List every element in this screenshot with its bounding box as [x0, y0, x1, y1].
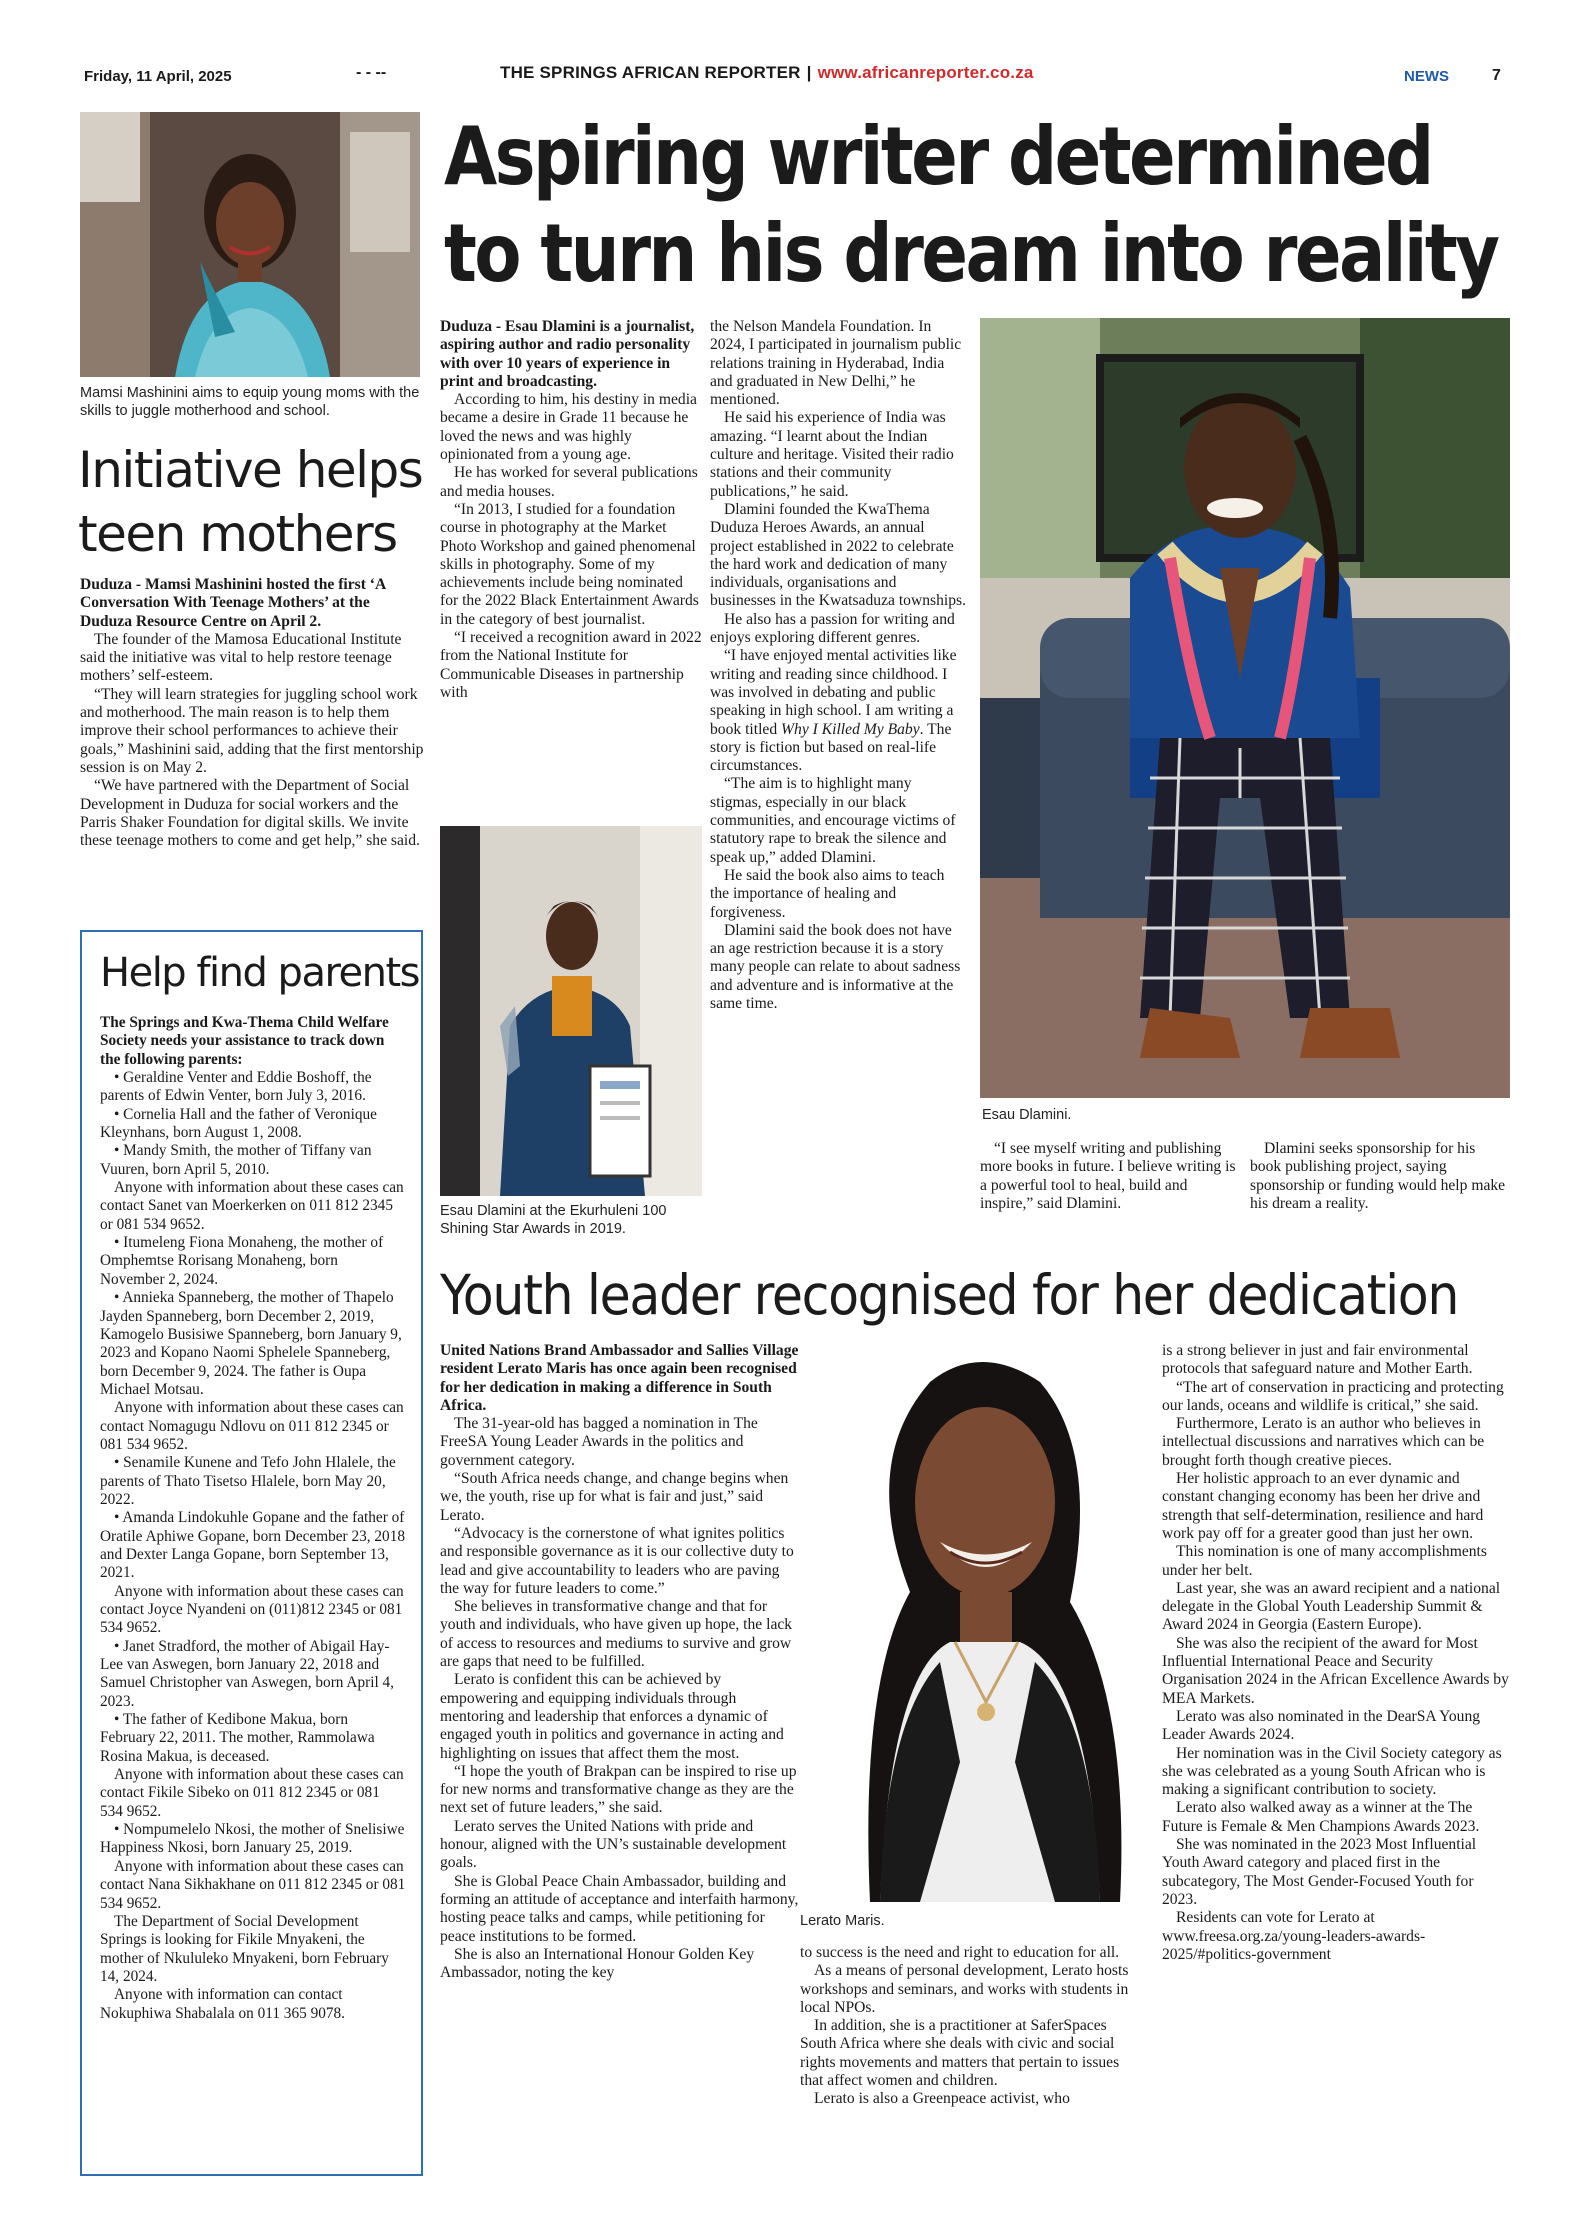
youth-paragraph: She was also the recipient of the award for Most Influential International Peace and Security Organisation 2024 in the African Excellence Awards by MEA Markets.	[1162, 1634, 1509, 1707]
youth-paragraph: The 31-year-old has bagged a nomination in The FreeSA Young Leader Awards in the politics and government category.	[440, 1415, 758, 1469]
help-list	[100, 1014, 406, 2023]
youth-paragraph: Lerato also walked away as a winner at the The Future is Female & Men Champions Awards 2023.	[1162, 1799, 1480, 1835]
initiative-headline: Initiative helps teen mothers	[78, 441, 423, 563]
missing-parent-item: • Geraldine Venter and Eddie Boshoff, the parents of Edwin Venter, born July 3, 2016.	[100, 1069, 372, 1105]
paper-url-link[interactable]: www.africanreporter.co.za	[817, 63, 1034, 82]
missing-parent-item: • Senamile Kunene and Tefo John Hlalele, the parents of Thato Tisetso Hlalele, born May 20, 2022.	[100, 1454, 396, 1508]
masthead	[500, 63, 1034, 83]
contact-info: Anyone with information about these cases can contact Nana Sikhakhane on 011 812 2345 or 081 534 9652.	[100, 1857, 406, 1912]
writer-headline-line-2: to turn his dream into reality	[444, 207, 1498, 300]
lerato-photo-caption: Lerato Maris.	[800, 1913, 885, 1929]
youth-paragraph: “South Africa needs change, and change begins when we, the youth, rise up for what is fair and just,” said Lerato.	[440, 1470, 789, 1524]
youth-paragraph: “Advocacy is the cornerstone of what ignites politics and responsible governance as it is our collective duty to lead and give accountability to leaders who are paving the way for future leaders to come.”	[440, 1524, 794, 1597]
issue-date: Friday, 11 April, 2025	[84, 68, 232, 85]
writer-column-4	[1250, 1140, 1510, 1213]
contact-info: Anyone with information about these cases can contact Joyce Nyandeni on (011)812 2345 or 081 534 9652.	[100, 1582, 404, 1637]
missing-parent-item: • Itumeleng Fiona Monaheng, the mother of Omphemtse Rorisang Monaheng, born November 2, 2024.	[100, 1234, 384, 1288]
esau-portrait-photo	[980, 318, 1510, 1098]
lerato-maris-photo	[800, 1342, 1144, 1902]
writer-paragraph: “The aim is to highlight many stigmas, especially in our black communities, and encourage victims of statutory rape to break the silence and speak up,” added Dlamini.	[710, 775, 956, 866]
mamsi-mashinini-photo	[80, 112, 420, 377]
missing-parent-item: • The father of Kedibone Makua, born February 22, 2011. The mother, Rammolawa Rosina Makua, is deceased.	[100, 1711, 375, 1765]
quote-before-title: “I have enjoyed mental activities like writing and reading since childhood. I was involved in debating and public speaking in high school. I am writing a book titled	[710, 647, 957, 738]
missing-parent-item: • Amanda Lindokuhle Gopane and the father of Oratile Aphiwe Gopane, born December 23, 2018 and Dexter Langa Gopane, born September 13, 2021.	[100, 1509, 405, 1582]
initiative-paragraph: “They will learn strategies for juggling school work and motherhood. The main reason is to help them improve their school performances to achieve their goals,” Mashinini said, adding that the first mentorship session is on May 2.	[80, 685, 424, 776]
writer-paragraph: Dlamini said the book does not have an age restriction because it is a story many people can relate to about sadness and adventure and is informative at the same time.	[710, 921, 961, 1012]
missing-parent-item: • Annieka Spanneberg, the mother of Thapelo Jayden Spanneberg, born December 2, 2019, Kamogelo Busisiwe Spanneberg, born January 9, 2023 and Kopano Naomi Sphelele Spanneberg, born December 9, 2024. The father is Oupa Michael Motsau.	[100, 1289, 402, 1398]
writer-paragraph: He said the book also aims to teach the importance of healing and forgiveness.	[710, 866, 945, 921]
missing-parent-item: • Cornelia Hall and the father of Veronique Kleynhans, born August 1, 2008.	[100, 1105, 377, 1142]
esau-portrait-caption: Esau Dlamini.	[982, 1107, 1072, 1123]
youth-column-2	[800, 1944, 1144, 2109]
missing-parent-item: The Department of Social Development Springs is looking for Fikile Mnyakeni, the mother of Nkululeko Mnyakeni, born February 14, 2024.	[100, 1912, 389, 1985]
help-lead: The Springs and Kwa-Thema Child Welfare Society needs your assistance to track down the following parents:	[100, 1014, 389, 1068]
youth-paragraph: Lerato is confident this can be achieved by empowering and equipping individuals through mentoring and leadership that enforces a dynamic of engaged youth in politics and governance in acting and highlighting on issues that affect them the most.	[440, 1671, 784, 1762]
youth-headline: Youth leader recognised for her dedication	[440, 1263, 1459, 1327]
book-title: Why I Killed My Baby	[781, 720, 920, 738]
youth-paragraph: Her holistic approach to an ever dynamic and constant changing economy has been her drive and strength that self-determination, resilience and hard work pay off for a greater good than just her own.	[1162, 1470, 1484, 1542]
youth-paragraph: This nomination is one of many accomplishments under her belt.	[1162, 1543, 1487, 1579]
writer-column-2	[710, 318, 966, 1013]
youth-lead: United Nations Brand Ambassador and Sallies Village resident Lerato Maris has once again been recognised for her dedication in making a difference in South Africa.	[440, 1342, 799, 1414]
youth-paragraph: Lerato serves the United Nations with pride and honour, aligned with the UN’s sustainable development goals.	[440, 1817, 787, 1872]
missing-parent-item: • Mandy Smith, the mother of Tiffany van Vuuren, born April 5, 2010.	[100, 1142, 372, 1178]
writer-paragraph: the Nelson Mandela Foundation. In 2024, I participated in journalism public relations training in Hyderabad, India and graduated in New Delhi,” he mentioned.	[710, 318, 962, 409]
writer-paragraph: Dlamini founded the KwaThema Duduza Heroes Awards, an annual project established in 2022 to celebrate the hard work and dedication of many individuals, organisations and businesses in the Kwatsaduza townships.	[710, 500, 966, 610]
writer-paragraph: According to him, his destiny in media became a desire in Grade 11 because he loved the news and was highly opinionated from a young age.	[440, 391, 697, 464]
initiative-article-body	[80, 576, 425, 850]
youth-paragraph: Last year, she was an award recipient and a national delegate in the Global Youth Leadership Summit & Award 2024 in Georgia (Eastern Europe).	[1162, 1579, 1501, 1634]
youth-paragraph: is a strong believer in just and fair environmental protocols that safeguard nature and Mother Earth.	[1162, 1342, 1473, 1378]
youth-paragraph: to success is the need and right to education for all.	[800, 1944, 1120, 1961]
writer-paragraph: “In 2013, I studied for a foundation course in photography at the Market Photo Workshop and gained phenomenal skills in photography. Some of my achievements include being nominated for the 2022 Black Entertainment Awards in the category of best journalist.	[440, 500, 699, 628]
vote-link[interactable]: Residents can vote for Lerato at www.freesa.org.za/young-leaders-awards-2025/#politics-government	[1162, 1909, 1426, 1963]
missing-parent-item: • Nompumelelo Nkosi, the mother of Snelisiwe Happiness Nkosi, born January 25, 2019.	[100, 1821, 405, 1857]
section-label: NEWS	[1404, 68, 1449, 85]
initiative-paragraph: “We have partnered with the Department of Social Development in Duduza for social workers and the Parris Shaker Foundation for digital skills. We invite these teenage mothers to come and get help,” she said.	[80, 777, 420, 850]
youth-paragraph: She was nominated in the 2023 Most Influential Youth Award category and placed first in the subcategory, The Most Gender-Focused Youth for 2023.	[1162, 1836, 1477, 1908]
writer-column-1	[440, 318, 702, 702]
writer-headline	[444, 108, 1498, 302]
writer-lead: Duduza - Esau Dlamini is a journalist, aspiring author and radio personality with over 10 years of experience in print and broadcasting.	[440, 318, 695, 390]
quote-after-title: . The story is fiction but based on real-life circumstances.	[710, 720, 952, 775]
youth-paragraph: “The art of conservation in practicing and protecting our lands, oceans and wildlife is critical,” she said.	[1162, 1378, 1504, 1414]
paper-name: THE SPRINGS AFRICAN REPORTER	[500, 63, 801, 82]
writer-column-3	[980, 1140, 1236, 1213]
youth-paragraph: As a means of personal development, Lerato hosts workshops and seminars, and works with students in local NPOs.	[800, 1962, 1129, 2016]
youth-paragraph: Lerato is also a Greenpeace activist, who	[814, 2090, 1070, 2108]
writer-paragraph: “I received a recognition award in 2022 from the National Institute for Communicable Diseases in partnership with	[440, 629, 702, 701]
youth-paragraph: Her nomination was in the Civil Society category as she was celebrated as a young South African who is making a significant contribution to society.	[1162, 1744, 1502, 1799]
masthead-separator: |	[806, 63, 812, 82]
help-headline: Help find parents	[100, 950, 420, 996]
contact-info: Anyone with information about these cases can contact Sanet van Moerkerken on 011 812 2345 or 081 534 9652.	[100, 1179, 404, 1233]
writer-paragraph: Dlamini seeks sponsorship for his book publishing project, saying sponsorship or funding would help make his dream a reality.	[1250, 1140, 1506, 1212]
youth-column-1	[440, 1342, 802, 1982]
youth-paragraph: She believes in transformative change and that for youth and individuals, who have given up hope, the lack of access to resources and mediums to survive and grow are gaps that need to be fulfilled.	[440, 1598, 793, 1671]
writer-paragraph	[710, 647, 966, 775]
writer-paragraph: He has worked for several publications and media houses.	[440, 464, 698, 500]
youth-column-3	[1162, 1342, 1512, 1964]
header-dots: - - --	[356, 64, 387, 81]
youth-paragraph: In addition, she is a practitioner at SaferSpaces South Africa where she deals with civic and social rights movements and matters that pertain to issues that affect women and children.	[800, 2017, 1120, 2090]
youth-paragraph: Lerato was also nominated in the DearSA Young Leader Awards 2024.	[1162, 1707, 1481, 1744]
page-number: 7	[1492, 67, 1501, 84]
contact-info: Anyone with information can contact Nokuphiwa Shabalala on 011 365 9078.	[100, 1986, 345, 2022]
youth-paragraph: “I hope the youth of Brakpan can be inspired to rise up for new norms and transformative change as they are the next set of future leaders,” she said.	[440, 1762, 797, 1817]
writer-headline-line-1: Aspiring writer determined	[444, 110, 1432, 203]
initiative-lead: Duduza - Mamsi Mashinini hosted the first ‘A Conversation With Teenage Mothers’ at the Duduza Resource Centre on April 2.	[80, 576, 386, 630]
esau-award-photo	[440, 826, 702, 1196]
missing-parent-item: • Janet Stradford, the mother of Abigail Hay-Lee van Aswegen, born January 22, 2018 and Samuel Christopher van Aswegen, born April 4, 2023.	[100, 1637, 395, 1710]
contact-info: Anyone with information about these cases can contact Fikile Sibeko on 011 812 2345 or 081 534 9652.	[100, 1766, 404, 1820]
writer-paragraph: He said his experience of India was amazing. “I learnt about the Indian culture and heritage. Visited their radio stations and their community publications,” he said.	[710, 409, 954, 500]
youth-paragraph: She is also an International Honour Golden Key Ambassador, noting the key	[440, 1945, 755, 1982]
contact-info: Anyone with information about these cases can contact Nomagugu Ndlovu on 011 812 2345 or 081 534 9652.	[100, 1399, 404, 1453]
writer-paragraph: “I see myself writing and publishing more books in future. I believe writing is a powerful tool to heal, build and inspire,” said Dlamini.	[980, 1140, 1236, 1212]
writer-paragraph: He also has a passion for writing and enjoys exploring different genres.	[710, 610, 955, 647]
esau-award-caption: Esau Dlamini at the Ekurhuleni 100 Shining Star Awards in 2019.	[440, 1203, 667, 1237]
initiative-paragraph: The founder of the Mamosa Educational Institute said the initiative was vital to help restore teenage mothers’ self-esteem.	[80, 630, 402, 685]
youth-paragraph: Furthermore, Lerato is an author who believes in intellectual discussions and narratives which can be brought forth though creative pieces.	[1162, 1415, 1485, 1469]
youth-paragraph: She is Global Peace Chain Ambassador, building and forming an attitude of acceptance and interfaith harmony, hosting peace talks and camps, while petitioning for peace institutions to be formed.	[440, 1872, 799, 1945]
mamsi-photo-caption: Mamsi Mashinini aims to equip young moms with the skills to juggle motherhood and school.	[80, 385, 420, 419]
